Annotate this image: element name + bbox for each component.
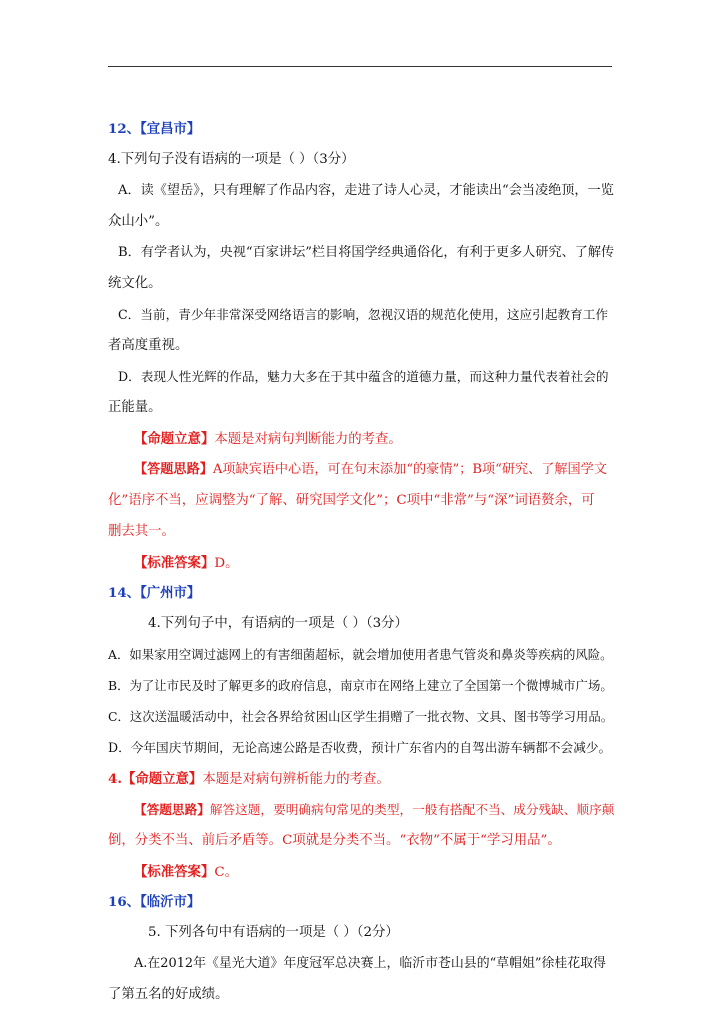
question-stem: 4.下列句子没有语病的一项是（ ）（3分） [108,152,355,167]
option-d-line1: D．表现人性光辉的作品，魅力大多在于其中蕴含的道德力量，而这种力量代表着社会的 [118,369,609,384]
intent-text: 本题是对病句判断能力的考查。 [214,432,402,447]
option-b-line2: 统文化。 [108,276,162,291]
thinking-label: 【答题思路】 [134,802,210,817]
intent-line [108,768,614,790]
option-b: B．为了让市民及时了解更多的政府信息，南京市在网络上建立了全国第一个微博城市广场。 [108,678,613,693]
thinking-label: 【答题思路】 [134,462,213,477]
answer-text: D。 [214,556,239,571]
option-a-line1: A.在2012年《星光大道》年度冠军总决赛上，临沂市苍山县的“草帽姐”徐桂花取得 [134,956,606,971]
option-a-line1: A．读《望岳》，只有理解了作品内容，走进了诗人心灵，才能读出“会当凌绝顶，一览 [118,183,614,198]
intent-label: 【命题立意】 [121,771,203,787]
question-stem: 5. 下列各句中有语病的一项是（ ）（2分） [148,925,399,940]
section-number: 14、 [108,585,141,601]
intent-prefix: 4. [108,771,122,787]
thinking-line2: 倒，分类不当、前后矛盾等。C项就是分类不当。“衣物”不属于“学习用品”。 [108,833,561,848]
option-a: A．如果家用空调过滤网上的有害细菌超标，就会增加使用者患气管炎和鼻炎等疾病的风险。 [108,647,613,662]
intent-text: 本题是对病句辨析能力的考查。 [202,772,390,787]
answer-line [108,552,614,574]
option-d-line2: 正能量。 [108,400,162,415]
option-a-line2: 了第五名的好成绩。 [108,987,229,1002]
question-stem: 4.下列句子中，有语病的一项是（ ）（3分） [148,616,408,631]
section-city: 【宜昌市】 [140,121,201,137]
thinking-text: 解答这题，要明确病句常见的类型，一般有搭配不当、成分残缺、顺序颠 [209,802,615,817]
section-number: 12、 [108,121,141,137]
section-number: 16、 [108,894,141,910]
option-b-line1: B．有学者认为，央视“百家讲坛”栏目将国学经典通俗化，有利于更多人研究、了解传 [118,245,615,260]
option-c-line1: C．当前，青少年非常深受网络语言的影响，忽视汉语的规范化使用，这应引起教育工作 [118,307,609,322]
thinking-line2: 化”语序不当，应调整为“了解、研究国学文化”；C项中“非常”与“深”词语赘余，可 [108,493,595,508]
section-city: 【临沂市】 [140,894,201,910]
thinking-line1 [108,799,614,821]
header-rule [108,66,612,67]
intent-label: 【命题立意】 [134,431,215,447]
answer-label: 【标准答案】 [134,555,215,571]
section-heading [108,891,614,913]
intent-line [108,428,614,450]
section-heading [108,582,614,604]
option-c-line2: 者高度重视。 [108,338,189,353]
answer-label: 【标准答案】 [134,864,215,880]
thinking-line1 [108,459,614,481]
section-city: 【广州市】 [140,585,201,601]
option-d: D．今年国庆节期间，无论高速公路是否收费，预计广东省内的自驾出游车辆都不会减少。 [108,740,612,755]
option-a-line2: 众山小”。 [108,214,169,229]
thinking-text: A项缺宾语中心语，可在句末添加“的豪情”；B项“研究、了解国学文 [212,462,607,477]
section-heading [108,118,614,140]
answer-line [108,861,614,883]
thinking-line3: 删去其一。 [108,524,175,539]
document-body [108,118,614,1006]
answer-text: C。 [214,865,238,880]
option-c: C．这次送温暖活动中，社会各界给贫困山区学生捐赠了一批衣物、文具、图书等学习用品。 [108,709,614,724]
